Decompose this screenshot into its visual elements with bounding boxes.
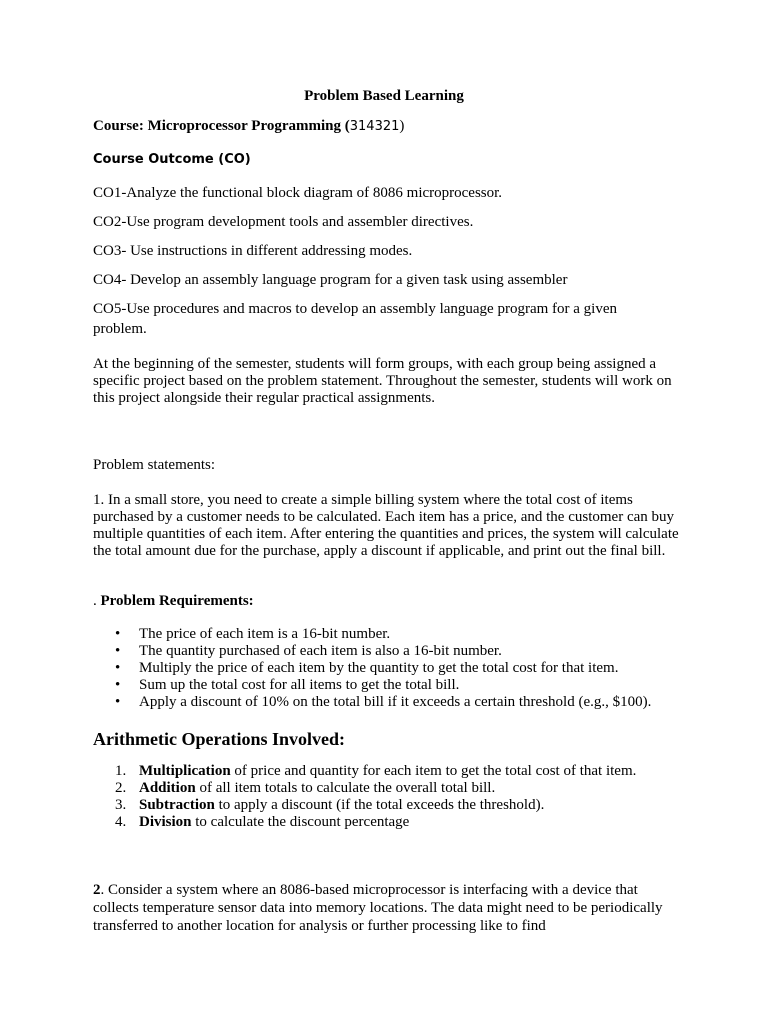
list-item [93,780,693,797]
list-item [93,814,693,831]
list-number: 2. [115,780,127,796]
course-outcome-heading: Course Outcome (CO) [93,152,251,167]
list-item-text: Apply a discount of 10% on the total bill if it exceeds a certain threshold (e.g., $100). [139,694,652,710]
list-item [93,626,693,643]
outcome-co4: CO4- Develop an assembly language program for a given task using assembler [93,272,568,288]
list-item-text: to calculate the discount percentage [191,814,410,830]
problem-2-number: 2 [93,882,101,898]
course-code: 314321 [349,119,400,134]
list-item-text: Sum up the total cost for all items to get the total bill. [139,677,460,693]
list-number: 1. [115,763,127,779]
problem-requirements-line [93,593,683,610]
bullet-icon: • [115,643,121,659]
outcome-co2: CO2-Use program development tools and assembler directives. [93,214,474,230]
bullet-icon: • [115,660,121,676]
list-item-text: to apply a discount (if the total exceeds the threshold). [214,797,545,813]
list-number: 3. [115,797,127,813]
list-item [93,660,693,677]
bullet-icon: • [115,626,121,642]
list-item [93,694,693,711]
list-item [93,677,693,694]
problem-1-paragraph: 1. In a small store, you need to create a simple billing system where the total cost of items purchased by a customer needs to be calculated. Each item has a price, and the customer can buy multiple quantities of each item. After entering the quantities and prices, the system will calculate the total amount due for the purchase, apply a discount if applicable, and print out the final bill. [93,492,679,559]
problem-statements-label: Problem statements: [93,457,216,473]
list-item-text: of all item totals to calculate the overall total bill. [195,780,496,796]
intro-paragraph: At the beginning of the semester, students will form groups, with each group being assigned a specific project based on the problem statement. Throughout the semester, students will work on this project alongside their regular practical assignments. [93,356,672,406]
course-close: ) [399,118,405,134]
list-item [93,763,693,780]
arithmetic-list [93,763,693,831]
outcome-co5: CO5-Use procedures and macros to develop an assembly language program for a given problem. [93,301,617,337]
course-label: Course: Microprocessor Programming ( [93,118,350,134]
arithmetic-heading: Arithmetic Operations Involved: [93,729,345,749]
problem-2-paragraph [93,881,663,935]
list-term: Addition [139,780,196,796]
bullet-icon: • [115,677,121,693]
list-item [93,643,693,660]
list-term: Division [139,814,192,830]
list-number: 4. [115,814,127,830]
outcome-co3: CO3- Use instructions in different addressing modes. [93,243,413,259]
requirements-prefix: . [93,593,101,609]
outcome-co1: CO1-Analyze the functional block diagram of 8086 microprocessor. [93,185,503,201]
problem-2-text: . Consider a system where an 8086-based microprocessor is interfacing with a device that collects temperature sensor data into memory locations. The data might need to be periodically transferred to another location for analysis or further processing like to find [93,882,663,934]
course-line [93,117,404,136]
list-item [93,797,693,814]
list-item-text: The quantity purchased of each item is also a 16-bit number. [139,643,502,659]
list-item-text: The price of each item is a 16-bit number. [139,626,391,642]
requirements-heading: Problem Requirements: [100,593,254,609]
requirements-list [93,626,693,711]
bullet-icon: • [115,694,121,710]
list-term: Multiplication [139,763,231,779]
list-item-text: of price and quantity for each item to get the total cost of that item. [230,763,637,779]
list-item-text: Multiply the price of each item by the quantity to get the total cost for that item. [139,660,619,676]
page-title: Problem Based Learning [304,88,464,104]
list-term: Subtraction [139,797,215,813]
